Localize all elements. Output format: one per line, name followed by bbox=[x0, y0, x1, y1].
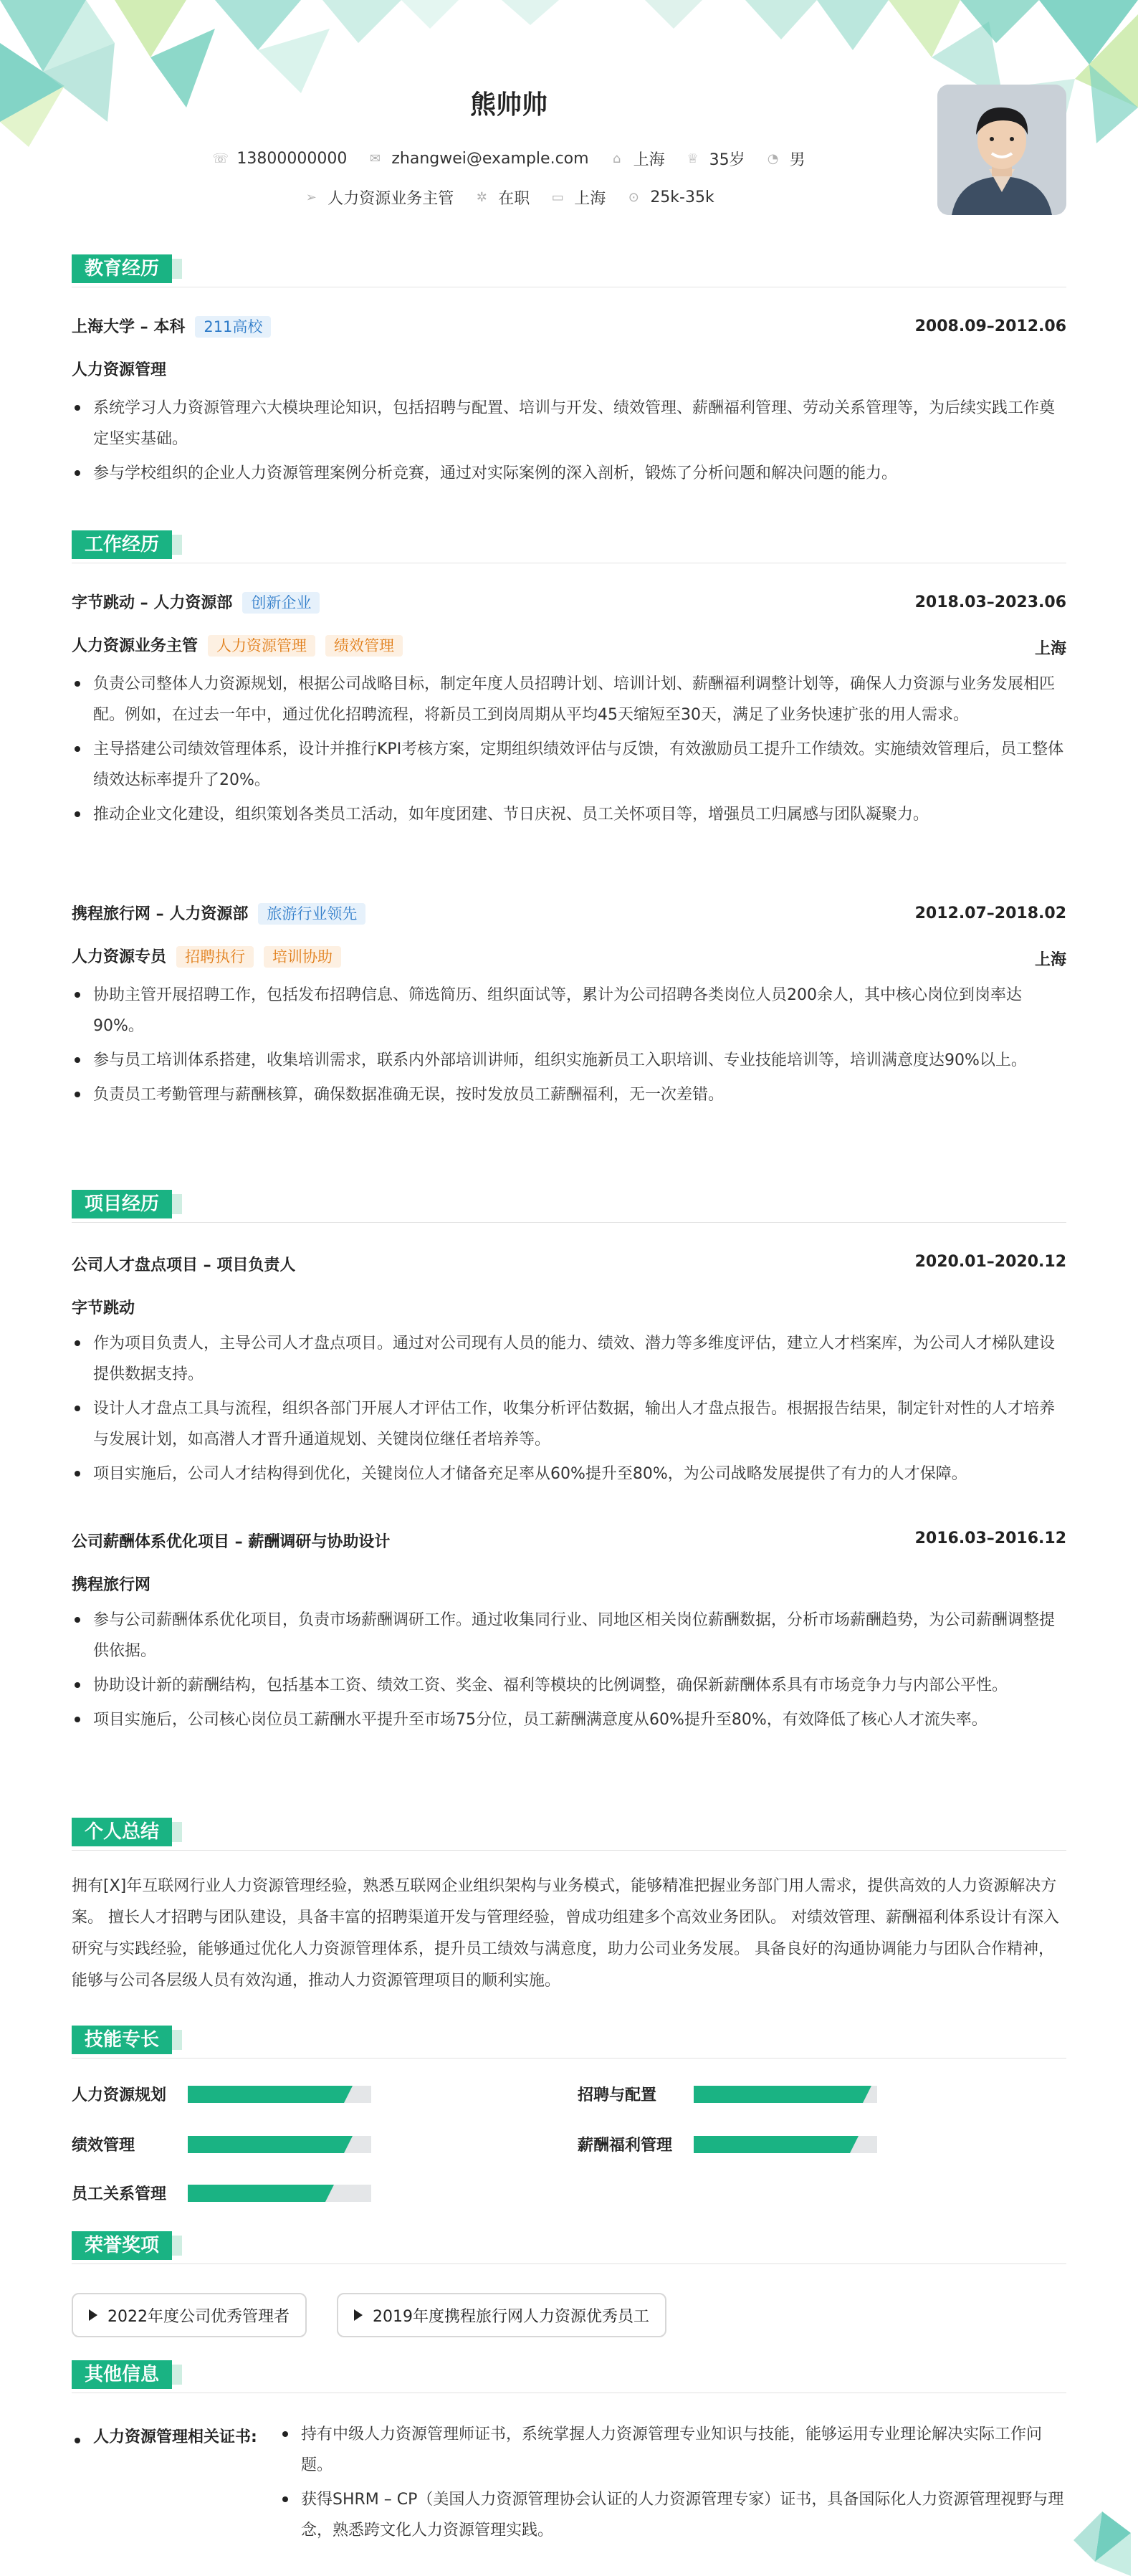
company-name: 携程旅行网 – 人力资源部 bbox=[72, 905, 249, 923]
list-item: 项目实施后，公司人才结构得到优化，关键岗位人才储备充足率从60%提升至80%，为公司战略发展提供了有力的人才保障。 bbox=[72, 1459, 1066, 1489]
list-item: 协助主管开展招聘工作，包括发布招聘信息、筛选简历、组织面试等，累计为公司招聘各类岗位人员200余人，其中核心岗位到岗率达90%。 bbox=[72, 980, 1066, 1041]
awards-title: 荣誉奖项 bbox=[72, 2231, 172, 2260]
list-item: 系统学习人力资源管理六大模块理论知识，包括招聘与配置、培训与开发、绩效管理、薪酬福利管理、劳动关系管理等，为后续实践工作奠定坚实基础。 bbox=[72, 393, 1066, 454]
work-header bbox=[72, 530, 1066, 563]
work-role-line bbox=[72, 634, 403, 657]
skill-bar-fill bbox=[188, 2136, 344, 2153]
project-org: 携程旅行网 bbox=[72, 1576, 151, 1594]
target-city-text: 上海 bbox=[574, 190, 606, 208]
cert-label: 人力资源管理相关证书: bbox=[93, 2428, 257, 2446]
age-text: 35岁 bbox=[709, 151, 745, 169]
award-text: 2022年度公司优秀管理者 bbox=[107, 2307, 290, 2326]
skill-item bbox=[72, 2083, 371, 2105]
list-item: 参与公司薪酬体系优化项目，负责市场薪酬调研工作。通过收集同行业、同地区相关岗位薪酬数据，分析市场薪酬趋势，为公司薪酬调整提供依据。 bbox=[72, 1605, 1066, 1666]
list-item: 项目实施后，公司核心岗位员工薪酬水平提升至市场75分位，员工薪酬满意度从60%提升至80%，有效降低了核心人才流失率。 bbox=[72, 1704, 1066, 1735]
work-location: 上海 bbox=[1034, 951, 1066, 969]
cake-icon: ♕ bbox=[687, 151, 699, 166]
work-role-line bbox=[72, 945, 341, 968]
awards-section bbox=[72, 2231, 1066, 2326]
project-org: 字节跳动 bbox=[72, 1299, 135, 1317]
skill-name: 人力资源规划 bbox=[72, 2086, 167, 2104]
age-info bbox=[685, 148, 745, 170]
education-title: 教育经历 bbox=[72, 254, 172, 283]
phone-icon: ☏ bbox=[212, 151, 229, 166]
list-item: 推动企业文化建设，组织策划各类员工活动，如年度团建、节日庆祝、员工关怀项目等，增强员工归属感与团队凝聚力。 bbox=[72, 799, 1066, 830]
phone-info bbox=[212, 148, 347, 170]
list-item: 作为项目负责人，主导公司人才盘点项目。通过对公司现有人员的能力、绩效、潜力等多维度评估，建立人才档案库，为公司人才梯队建设提供数据支持。 bbox=[72, 1328, 1066, 1390]
skill-bar bbox=[188, 2136, 371, 2153]
play-icon bbox=[354, 2309, 363, 2321]
work-location: 上海 bbox=[1034, 640, 1066, 658]
skill-bar bbox=[694, 2136, 877, 2153]
other-header bbox=[72, 2360, 1066, 2393]
education-bullets bbox=[72, 393, 1066, 492]
send-icon: ➢ bbox=[305, 189, 317, 205]
awards-header bbox=[72, 2231, 1066, 2264]
work-bullets bbox=[72, 980, 1066, 1114]
skill-item bbox=[578, 2133, 877, 2155]
play-icon bbox=[89, 2309, 97, 2321]
education-date: 2008.09–2012.06 bbox=[914, 318, 1066, 335]
status-icon: ✲ bbox=[476, 189, 487, 205]
resume-header bbox=[72, 0, 1066, 229]
project-title: 公司薪酬体系优化项目 – 薪酬调研与协助设计 bbox=[72, 1533, 391, 1551]
avatar-photo bbox=[937, 85, 1066, 215]
location-icon: ▭ bbox=[551, 189, 564, 205]
other-title: 其他信息 bbox=[72, 2360, 172, 2389]
bullet-dot bbox=[75, 2438, 80, 2443]
phone-text: 13800000000 bbox=[236, 150, 348, 168]
work-bullets bbox=[72, 669, 1066, 834]
award-badge bbox=[72, 2293, 307, 2337]
role-name: 人力资源业务主管 bbox=[72, 637, 199, 655]
status-info bbox=[474, 186, 530, 209]
target-role-text: 人力资源业务主管 bbox=[327, 190, 454, 208]
skill-item bbox=[578, 2083, 877, 2105]
skill-bar-fill bbox=[188, 2086, 344, 2103]
cert-bullets bbox=[279, 2419, 1066, 2549]
work-company-line bbox=[72, 902, 365, 925]
work-title: 工作经历 bbox=[72, 530, 172, 559]
list-item: 获得SHRM – CP（美国人力资源管理协会认证的人力资源管理专家）证书，具备国际化人力资源管理视野与理念，熟悉跨文化人力资源管理实践。 bbox=[279, 2484, 1066, 2546]
list-item: 持有中级人力资源管理师证书，系统掌握人力资源管理专业知识与技能，能够运用专业理论解决实际工作问题。 bbox=[279, 2419, 1066, 2481]
skill-name: 薪酬福利管理 bbox=[578, 2137, 673, 2155]
city-info bbox=[609, 148, 665, 170]
summary-title: 个人总结 bbox=[72, 1818, 172, 1846]
role-tag: 绩效管理 bbox=[325, 635, 403, 657]
school-name: 上海大学 – 本科 bbox=[72, 318, 186, 336]
skill-bar-fill bbox=[694, 2136, 850, 2153]
projects-section bbox=[72, 1190, 1066, 1729]
list-item: 负责公司整体人力资源规划，根据公司战略目标，制定年度人员招聘计划、培训计划、薪酬福利调整计划等，确保人力资源与业务发展相匹配。例如，在过去一年中，通过优化招聘流程，将新员工到岗周期从平均45天缩短至30天，满足了业务快速扩张的用人需求。 bbox=[72, 669, 1066, 730]
email-info bbox=[367, 148, 588, 170]
education-major: 人力资源管理 bbox=[72, 361, 167, 379]
work-date: 2018.03–2023.06 bbox=[914, 593, 1066, 611]
avatar bbox=[937, 85, 1066, 215]
summary-section bbox=[72, 1818, 1066, 1990]
summary-header bbox=[72, 1818, 1066, 1851]
skill-bar bbox=[188, 2185, 371, 2202]
project-bullets bbox=[72, 1605, 1066, 1739]
list-item: 协助设计新的薪酬结构，包括基本工资、绩效工资、奖金、福利等模块的比例调整，确保新薪酬体系具有市场竞争力与内部公平性。 bbox=[72, 1670, 1066, 1701]
education-header bbox=[72, 254, 1066, 287]
skill-item bbox=[72, 2182, 371, 2204]
intent-row bbox=[72, 186, 946, 209]
skill-name: 员工关系管理 bbox=[72, 2185, 167, 2203]
work-section bbox=[72, 530, 1066, 1104]
company-tag: 旅游行业领先 bbox=[258, 903, 365, 925]
award-badge bbox=[337, 2293, 666, 2337]
other-section bbox=[72, 2360, 1066, 2539]
role-name: 人力资源专员 bbox=[72, 948, 167, 966]
list-item: 主导搭建公司绩效管理体系，设计并推行KPI考核方案，定期组织绩效评估与反馈，有效激励员工提升工作绩效。实施绩效管理后，员工整体绩效达标率提升了20%。 bbox=[72, 734, 1066, 796]
work-company-line bbox=[72, 591, 320, 614]
company-tag: 创新企业 bbox=[242, 592, 320, 614]
gender-icon: ◔ bbox=[767, 151, 779, 166]
company-name: 字节跳动 – 人力资源部 bbox=[72, 594, 233, 612]
email-text: zhangwei@example.com bbox=[391, 150, 589, 168]
skills-section bbox=[72, 2026, 1066, 2203]
summary-text: 拥有[X]年互联网行业人力资源管理经验，熟悉互联网企业组织架构与业务模式，能够精准把握业务部门用人需求，提供高效的人力资源解决方案。 擅长人才招聘与团队建设，具备丰富的招聘渠道开发与管理经验，曾成功组建多个高效业务团队。 对绩效管理、薪酬福利体系设计有深入研究与实践经验，能够通过优化人力资源管理体系，提升员工绩效与满意度，助力公司业务发展。 具备良好的沟通协调能力与团队合作精神，能够与公司各层级人员有效沟通，推动人力资源管理项目的顺利实施。 bbox=[72, 1877, 1059, 1990]
skills-title: 技能专长 bbox=[72, 2026, 172, 2054]
role-tag: 人力资源管理 bbox=[208, 635, 315, 657]
skill-name: 绩效管理 bbox=[72, 2137, 135, 2155]
skill-bar bbox=[694, 2086, 877, 2103]
education-school-line bbox=[72, 315, 271, 338]
skill-name: 招聘与配置 bbox=[578, 2086, 657, 2104]
skill-bar-fill bbox=[188, 2185, 325, 2202]
gender-text: 男 bbox=[789, 151, 805, 169]
school-tag: 211高校 bbox=[195, 316, 271, 338]
gender-info bbox=[765, 148, 805, 170]
role-tag: 培训协助 bbox=[264, 946, 341, 968]
target-role-info bbox=[303, 186, 454, 209]
salary-info bbox=[626, 186, 714, 209]
target-city-info bbox=[550, 186, 606, 209]
city-text: 上海 bbox=[633, 151, 665, 169]
list-item: 参与员工培训体系搭建，收集培训需求，联系内外部培训讲师，组织实施新员工入职培训、专业技能培训等，培训满意度达90%以上。 bbox=[72, 1045, 1066, 1076]
project-bullets bbox=[72, 1328, 1066, 1493]
project-title: 公司人才盘点项目 – 项目负责人 bbox=[72, 1256, 296, 1274]
project-date: 2020.01–2020.12 bbox=[914, 1253, 1066, 1271]
home-icon: ⌂ bbox=[612, 151, 621, 166]
skill-bar-fill bbox=[694, 2086, 863, 2103]
skill-item bbox=[72, 2133, 371, 2155]
status-text: 在职 bbox=[498, 190, 530, 208]
skills-header bbox=[72, 2026, 1066, 2059]
mail-icon: ✉ bbox=[369, 151, 381, 166]
skill-bar bbox=[188, 2086, 371, 2103]
award-text: 2019年度携程旅行网人力资源优秀员工 bbox=[373, 2307, 649, 2326]
list-item: 设计人才盘点工具与流程，组织各部门开展人才评估工作，收集分析评估数据，输出人才盘点报告。根据报告结果，制定针对性的人才培养与发展计划，如高潜人才晋升通道规划、关键岗位继任者培养等。 bbox=[72, 1393, 1066, 1455]
projects-title: 项目经历 bbox=[72, 1190, 172, 1218]
candidate-name: 熊帅帅 bbox=[469, 90, 548, 120]
salary-icon: ⊙ bbox=[628, 189, 639, 205]
education-section bbox=[72, 254, 1066, 482]
projects-header bbox=[72, 1190, 1066, 1223]
list-item: 参与学校组织的企业人力资源管理案例分析竞赛，通过对实际案例的深入剖析，锻炼了分析问题和解决问题的能力。 bbox=[72, 458, 1066, 489]
contact-row bbox=[72, 148, 946, 170]
project-date: 2016.03–2016.12 bbox=[914, 1530, 1066, 1547]
list-item: 负责员工考勤管理与薪酬核算，确保数据准确无误，按时发放员工薪酬福利，无一次差错。 bbox=[72, 1079, 1066, 1110]
role-tag: 招聘执行 bbox=[176, 946, 254, 968]
salary-text: 25k-35k bbox=[650, 189, 714, 206]
resume-page bbox=[72, 0, 1066, 2539]
work-date: 2012.07–2018.02 bbox=[914, 905, 1066, 922]
